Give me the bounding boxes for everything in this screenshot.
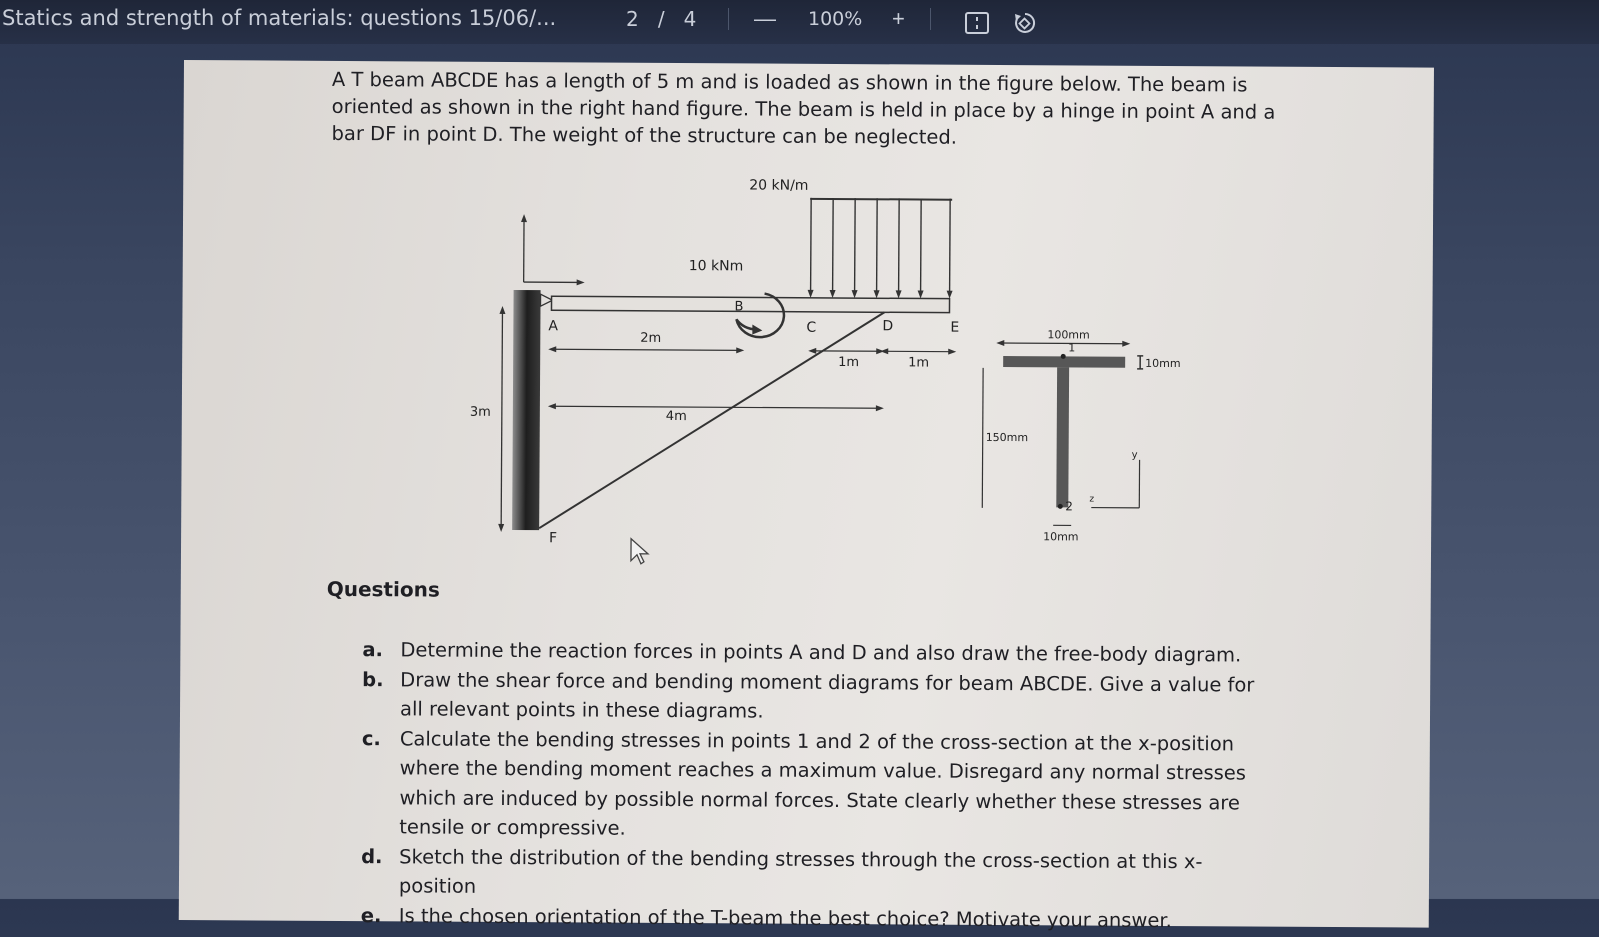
bar-df [539, 310, 884, 530]
point-1-label: 1 [1068, 341, 1075, 354]
question-label: a. [362, 635, 383, 665]
dim-line-section-width [1000, 343, 1126, 344]
fit-page-icon[interactable] [964, 10, 990, 36]
dim-label-section-width: 100mm [1047, 328, 1090, 341]
pdf-toolbar [0, 0, 1599, 44]
point-2-label: 2 [1065, 499, 1073, 513]
question-text: Draw the shear force and bending moment diagrams for beam ABCDE. Give a value for all relevant points in these diagrams. [400, 668, 1254, 723]
stress-point-2 [1058, 504, 1063, 509]
zoom-in-button[interactable]: + [892, 6, 905, 32]
dim-line-2m [552, 349, 740, 350]
zoom-level[interactable]: 100% [808, 8, 862, 30]
t-section-web [1056, 367, 1069, 507]
page-total: 4 [684, 7, 697, 31]
distributed-load-label: 20 kN/m [749, 177, 808, 193]
questions-heading: Questions [327, 577, 440, 602]
dim-line-section-height [982, 368, 983, 508]
distributed-load-top [810, 198, 952, 201]
pdf-page [179, 60, 1434, 928]
point-label-b: B [734, 299, 743, 314]
dim-line-4m [552, 406, 880, 408]
wall-support [512, 290, 540, 530]
question-label: b. [362, 665, 384, 695]
moment-label: 10 kNm [689, 258, 744, 274]
question-label: e. [361, 901, 382, 931]
question-item [361, 901, 1271, 936]
cursor-icon [629, 537, 651, 567]
point-label-c: C [806, 320, 816, 336]
zoom-out-button[interactable]: — [754, 6, 776, 32]
dim-label-1m-cd: 1m [838, 355, 859, 370]
axis-y-label: y [1132, 450, 1138, 461]
stress-point-1 [1061, 354, 1066, 359]
document-title: Statics and strength of materials: questions 15/06/... [2, 6, 556, 30]
dim-label-4m: 4m [666, 409, 687, 424]
questions-list [361, 635, 1273, 936]
question-text: Calculate the bending stresses in points 1 and 2 of the cross-section at the x-position where the bending moment reaches a maximum value. Disregard any normal stresses which are induced by possible normal forces. State clearly whether these stresses are tensile or compressive. [399, 727, 1246, 840]
dim-label-1m-de: 1m [908, 355, 929, 370]
question-item [361, 724, 1272, 848]
question-label: c. [362, 724, 381, 754]
point-label-f: F [549, 530, 557, 546]
question-text: Is the chosen orientation of the T-beam the best choice? Motivate your answer. [399, 904, 1172, 932]
point-label-a: A [548, 318, 558, 334]
toolbar-divider [728, 8, 729, 30]
page-indicator [626, 7, 696, 31]
dim-label-flange: 10mm [1145, 357, 1181, 370]
point-label-d: D [882, 318, 893, 334]
point-label-e: E [950, 320, 959, 336]
dim-label-section-height: 150mm [986, 431, 1029, 444]
dim-label-2m: 2m [640, 331, 661, 346]
beam-figure [451, 172, 1213, 577]
problem-intro: A T beam ABCDE has a length of 5 m and is loaded as shown in the figure below. The beam is oriented as shown in the right hand figure. The beam is held in place by a hinge in point A and a bar DF in point D. The weight of the structure can be neglected. [331, 66, 1301, 153]
dim-label-3m: 3m [470, 405, 491, 420]
distributed-load-arrows [811, 198, 951, 293]
toolbar-divider [930, 8, 931, 30]
dim-label-web: 10mm [1043, 530, 1079, 543]
question-item [361, 842, 1271, 907]
question-item [362, 665, 1272, 730]
page-separator: / [658, 7, 665, 31]
question-text: Determine the reaction forces in points A and D and also draw the free-body diagram. [400, 638, 1241, 666]
dim-line-3m [501, 310, 502, 528]
rotate-icon[interactable] [1012, 10, 1038, 36]
axis-z-label: z [1089, 495, 1094, 505]
question-label: d. [361, 842, 383, 872]
question-text: Sketch the distribution of the bending stresses through the cross-section at this x-position [399, 845, 1203, 898]
beam-abcde [551, 296, 949, 312]
page-current[interactable]: 2 [626, 7, 639, 31]
